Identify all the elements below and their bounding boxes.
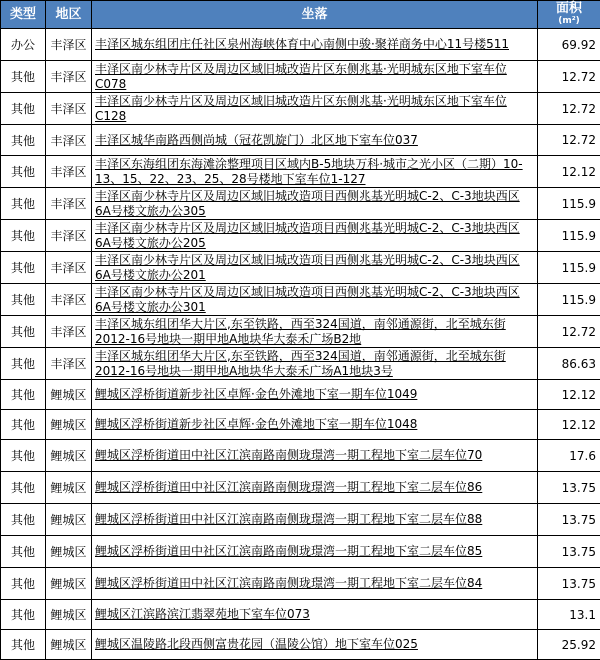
location-cell: 丰泽区南少林寺片区及周边区域旧城改造片区东侧兆基·光明城东区地下室车位C128 [92, 93, 538, 125]
size-cell: 12.12 [538, 380, 600, 410]
table-row [1, 410, 600, 440]
area-cell: 丰泽区 [46, 125, 92, 156]
size-cell: 17.6 [538, 440, 600, 472]
area-cell: 丰泽区 [46, 188, 92, 220]
type-cell: 其他 [1, 380, 46, 410]
size-cell: 115.9 [538, 188, 600, 220]
size-cell: 115.9 [538, 220, 600, 252]
header-row [1, 1, 600, 29]
type-cell: 其他 [1, 93, 46, 125]
location-cell: 鲤城区浮桥街道田中社区江滨南路南侧珑璟湾一期工程地下室二层车位84 [92, 568, 538, 600]
location-cell: 丰泽区城东组团华大片区,东至铁路，西至324国道，南邻通源街，北至城东街2012-16号地块一期甲地A地块华大泰禾广场B2地 [92, 316, 538, 348]
table-row [1, 316, 600, 348]
area-cell: 丰泽区 [46, 284, 92, 316]
size-cell: 13.75 [538, 568, 600, 600]
type-cell: 办公 [1, 29, 46, 61]
table-row [1, 29, 600, 61]
area-cell: 丰泽区 [46, 220, 92, 252]
size-cell: 12.72 [538, 125, 600, 156]
area-cell: 丰泽区 [46, 61, 92, 93]
type-cell: 其他 [1, 472, 46, 504]
area-cell: 鲤城区 [46, 536, 92, 568]
type-cell: 其他 [1, 440, 46, 472]
header-size-unit: (m²) [538, 15, 600, 27]
location-cell: 丰泽区南少林寺片区及周边区域旧城改造片区东侧兆基·光明城东区地下室车位C078 [92, 61, 538, 93]
area-cell: 鲤城区 [46, 472, 92, 504]
size-cell: 12.72 [538, 61, 600, 93]
size-cell: 115.9 [538, 252, 600, 284]
area-cell: 鲤城区 [46, 410, 92, 440]
table-row [1, 536, 600, 568]
area-cell: 鲤城区 [46, 440, 92, 472]
type-cell: 其他 [1, 220, 46, 252]
area-cell: 鲤城区 [46, 630, 92, 660]
size-cell: 13.75 [538, 536, 600, 568]
type-cell: 其他 [1, 630, 46, 660]
table-row [1, 125, 600, 156]
table-row [1, 380, 600, 410]
type-cell: 其他 [1, 188, 46, 220]
header-size [538, 1, 600, 29]
header-type: 类型 [1, 1, 46, 29]
area-cell: 丰泽区 [46, 348, 92, 380]
location-cell: 丰泽区城华南路西侧尚城（冠花凯旋门）北区地下室车位037 [92, 125, 538, 156]
size-cell: 86.63 [538, 348, 600, 380]
size-cell: 69.92 [538, 29, 600, 61]
table-row [1, 440, 600, 472]
type-cell: 其他 [1, 125, 46, 156]
location-cell: 丰泽区城东组团华大片区,东至铁路，西至324国道，南邻通源街，北至城东街2012-16号地块一期甲地A地块华大泰禾广场A1地块3号 [92, 348, 538, 380]
location-cell: 鲤城区浮桥街道田中社区江滨南路南侧珑璟湾一期工程地下室二层车位86 [92, 472, 538, 504]
location-cell: 鲤城区江滨路滨江翡翠苑地下室车位073 [92, 600, 538, 630]
location-cell: 丰泽区南少林寺片区及周边区域旧城改造项目西侧兆基光明城C-2、C-3地块西区6A号楼文旅办公205 [92, 220, 538, 252]
table-row [1, 220, 600, 252]
table-row [1, 472, 600, 504]
size-cell: 13.75 [538, 504, 600, 536]
location-cell: 鲤城区浮桥街道新步社区卓辉·金色外滩地下室一期车位1048 [92, 410, 538, 440]
size-cell: 12.12 [538, 410, 600, 440]
location-cell: 丰泽区南少林寺片区及周边区域旧城改造项目西侧兆基光明城C-2、C-3地块西区6A号楼文旅办公201 [92, 252, 538, 284]
type-cell: 其他 [1, 568, 46, 600]
table-row [1, 600, 600, 630]
table-row [1, 156, 600, 188]
type-cell: 其他 [1, 600, 46, 630]
area-cell: 丰泽区 [46, 156, 92, 188]
location-cell: 丰泽区南少林寺片区及周边区域旧城改造项目西侧兆基光明城C-2、C-3地块西区6A号楼文旅办公305 [92, 188, 538, 220]
header-size-label: 面积 [556, 1, 582, 16]
size-cell: 25.92 [538, 630, 600, 660]
location-cell: 丰泽区南少林寺片区及周边区域旧城改造项目西侧兆基光明城C-2、C-3地块西区6A号楼文旅办公301 [92, 284, 538, 316]
header-area: 地区 [46, 1, 92, 29]
area-cell: 丰泽区 [46, 93, 92, 125]
location-cell: 丰泽区东海组团东海滩涂整理项目区域内B-5地块万科·城市之光小区（二期）10-13、15、22、23、25、28号楼地下室车位1-127 [92, 156, 538, 188]
type-cell: 其他 [1, 348, 46, 380]
size-cell: 12.72 [538, 316, 600, 348]
area-cell: 鲤城区 [46, 504, 92, 536]
type-cell: 其他 [1, 410, 46, 440]
size-cell: 12.12 [538, 156, 600, 188]
area-cell: 鲤城区 [46, 568, 92, 600]
type-cell: 其他 [1, 156, 46, 188]
size-cell: 13.1 [538, 600, 600, 630]
type-cell: 其他 [1, 61, 46, 93]
type-cell: 其他 [1, 536, 46, 568]
area-cell: 丰泽区 [46, 29, 92, 61]
location-cell: 丰泽区城东组团庄任社区泉州海峡体育中心南侧中骏·聚祥商务中心11号楼511 [92, 29, 538, 61]
area-cell: 丰泽区 [46, 252, 92, 284]
table-row [1, 188, 600, 220]
table-row [1, 61, 600, 93]
header-location: 坐落 [92, 1, 538, 29]
table-row [1, 630, 600, 660]
location-cell: 鲤城区浮桥街道田中社区江滨南路南侧珑璟湾一期工程地下室二层车位85 [92, 536, 538, 568]
table-row [1, 348, 600, 380]
type-cell: 其他 [1, 504, 46, 536]
table-row [1, 568, 600, 600]
size-cell: 13.75 [538, 472, 600, 504]
type-cell: 其他 [1, 316, 46, 348]
table-row [1, 504, 600, 536]
type-cell: 其他 [1, 284, 46, 316]
location-cell: 鲤城区浮桥街道新步社区卓辉·金色外滩地下室一期车位1049 [92, 380, 538, 410]
size-cell: 115.9 [538, 284, 600, 316]
type-cell: 其他 [1, 252, 46, 284]
table-row [1, 252, 600, 284]
area-cell: 丰泽区 [46, 316, 92, 348]
location-cell: 鲤城区温陵路北段西侧富贵花园（温陵公馆）地下室车位025 [92, 630, 538, 660]
table-row [1, 93, 600, 125]
size-cell: 12.72 [538, 93, 600, 125]
area-cell: 鲤城区 [46, 380, 92, 410]
table-row [1, 284, 600, 316]
table-body [1, 29, 600, 660]
location-cell: 鲤城区浮桥街道田中社区江滨南路南侧珑璟湾一期工程地下室二层车位70 [92, 440, 538, 472]
location-cell: 鲤城区浮桥街道田中社区江滨南路南侧珑璟湾一期工程地下室二层车位88 [92, 504, 538, 536]
area-cell: 鲤城区 [46, 600, 92, 630]
